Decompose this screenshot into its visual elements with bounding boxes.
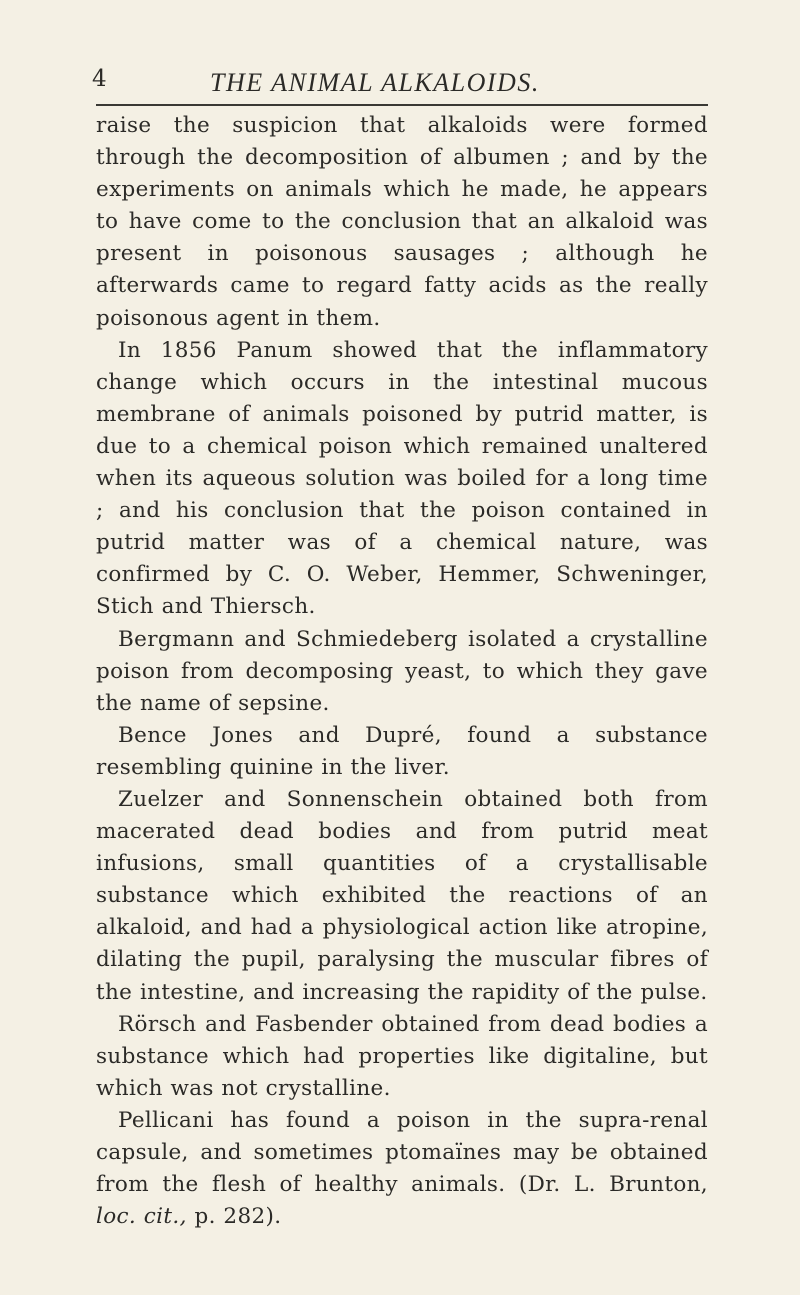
paragraph-1: raise the suspicion that alkaloids were formed through the decomposition of albumen ; and by the experiments on animals which he made, he appears to have come to the conclusion that an alkaloid was present in poisonous sausages ; although he afterwards came to regard fatty acids as the really poisonous agent in them.	[96, 113, 708, 331]
header-rule	[96, 104, 708, 106]
paragraph-2: In 1856 Panum showed that the inflammatory change which occurs in the intestinal mucous membrane of animals poisoned by putrid matter, is due to a chemical poison which remained unaltered when its aqueous solution was boiled for a long time ; and his conclusion that the poison contained in putrid matter was of a chemical nature, was confirmed by C. O. Weber, Hemmer, Schweninger, Stich and Thiersch.	[96, 337, 708, 620]
paragraph-7	[96, 1105, 708, 1233]
citation-page: p. 282).	[194, 1204, 282, 1230]
paragraph-5: Zuelzer and Sonnenschein obtained both from macerated dead bodies and from putrid meat infusions, small quantities of a crystallisable substance which exhibited the reactions of an alkaloid, and had a physiological action like atropine, dilating the pupil, paralysing the muscular fibres of the intestine, and increasing the rapidity of the pulse.	[96, 786, 708, 1005]
paragraph-7-text: Pellicani has found a poison in the supra-renal capsule, and sometimes ptomaïnes may be obtained from the flesh of healthy animals. (Dr. L. Brunton,	[96, 1107, 708, 1198]
paragraph-4: Bence Jones and Dupré, found a substance resembling quinine in the liver.	[96, 722, 708, 780]
body-text	[96, 110, 708, 1233]
paragraph-6: Rörsch and Fasbender obtained from dead bodies a substance which had properties like digitaline, but which was not crystalline.	[96, 1011, 708, 1101]
paragraph-3: Bergmann and Schmiedeberg isolated a crystalline poison from decomposing yeast, to which they gave the name of sepsine.	[96, 626, 708, 716]
running-head: THE ANIMAL ALKALOIDS.	[210, 68, 540, 97]
citation-loc-cit: loc. cit.,	[96, 1204, 187, 1230]
page-number: 4	[92, 66, 107, 92]
